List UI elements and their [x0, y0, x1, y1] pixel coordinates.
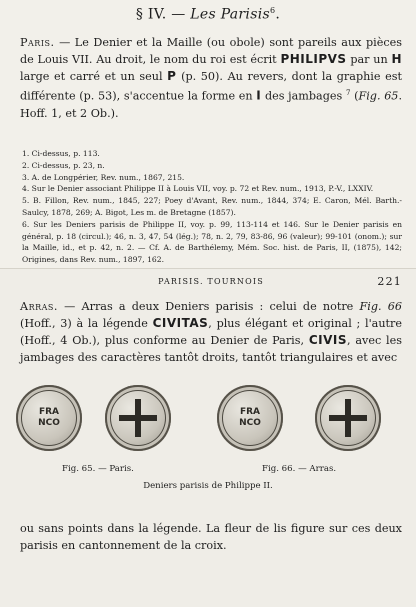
fig-66-ref: Fig. 66: [359, 300, 402, 313]
arras-lead: Arras.: [20, 300, 58, 313]
legend-civis: CIVIS: [308, 333, 348, 347]
footnote: 1. Ci-dessus, p. 113.: [22, 149, 100, 158]
coin-paris-reverse: [105, 385, 171, 451]
text-span: . Hoff. 1, et 2 Ob.).: [20, 89, 402, 120]
text-span: — Arras a deux Deniers parisis : celui de notre: [57, 300, 360, 313]
text-span: des jambages: [261, 89, 346, 103]
fig-65-ref: Fig. 65: [358, 89, 399, 103]
coin-line: FRA: [38, 407, 60, 417]
paris-lead: Paris.: [20, 36, 55, 49]
paris-paragraph: [20, 34, 402, 122]
heading-prefix: § IV. —: [135, 6, 191, 23]
caption-fig-66: Fig. 66. — Arras.: [262, 464, 337, 474]
page-number: 221: [377, 275, 402, 288]
legend-philipus: PHILIPVS: [280, 52, 347, 66]
text-span: par un: [346, 53, 392, 66]
text-span: (: [350, 89, 359, 103]
text-span: (Hoff., 3) à la légende: [20, 317, 153, 330]
footnote: 5. B. Fillon, Rev. num., 1845, 227; Poey d'Avant, Rev. num., 1844, 374; E. Caron, Mél. Barth.-Saulcy, 1878, 269; A. Bigot, Les m. de Bretagne (1857).: [22, 196, 402, 217]
footnote: 2. Ci-dessus, p. 23, n.: [22, 160, 105, 170]
note-ref-7: 7: [345, 89, 351, 97]
heading-suffix: .: [275, 6, 281, 23]
text-span: large et carré et un seul: [20, 70, 168, 83]
text-span: (p. 50). Au revers, dont la graphie est différente (p. 53), s'accentue la forme en: [20, 70, 402, 103]
running-title: PARISIS. TOURNOIS: [158, 277, 264, 286]
cross-icon: [315, 385, 381, 451]
coin-arras-reverse: [315, 385, 381, 451]
coin-line: NCO: [239, 418, 261, 428]
coin-line: FRA: [239, 407, 261, 417]
footnote: 6. Sur les Deniers parisis de Philippe II, voy. p. 99, 113-114 et 146. Sur le Denier parisis en général, p. 18 (circul.); 46, n. 3, 47, 54 (lég.); 78, n. 2, 79, 83-86, 96 (valeur); 99-101 (onom.); sur la Maille, id., et p. 42, n. 2. — Cf. A. de Barthélemy, Mém. Soc. hist. de Paris, II, (1875), 142; Origines, dans Rev. num., 1897, 162.: [22, 219, 402, 265]
heading-note-ref: 6: [269, 6, 276, 15]
closing-paragraph: ou sans points dans la légende. La fleur de lis figure sur ces deux parisis en cantonnement de la croix.: [20, 522, 402, 552]
footnotes: [22, 148, 402, 278]
text-span: , plus élégant et original ; l'autre (Hoff., 4 Ob.), plus conforme au Denier de Paris,: [20, 317, 403, 347]
footnote: 3. A. de Longpérier, Rev. num., 1867, 215.: [22, 172, 185, 182]
coin-figures: [0, 385, 416, 455]
text-span: — Le Denier et la Maille (ou obole) sont pareils aux pièces de Louis VII. Au droit, le nom du roi est écrit: [20, 36, 402, 66]
footnote: 4. Sur le Denier associant Philippe II à Louis VII, voy. p. 72 et Rev. num., 1913, P.-V., LXXIV.: [22, 184, 374, 194]
figure-title: Deniers parisis de Philippe II.: [143, 481, 273, 491]
coin-legend: [217, 385, 283, 451]
coin-line: NCO: [38, 418, 60, 428]
section-heading: [0, 6, 416, 23]
cross-icon: [105, 385, 171, 451]
letter-p: P: [167, 69, 177, 83]
arras-paragraph: [20, 298, 402, 366]
coin-legend: [16, 385, 82, 451]
legend-civitas: CIVITAS: [152, 316, 209, 330]
heading-title: Les Parisis: [190, 6, 270, 23]
letter-h: H: [391, 52, 402, 66]
coin-arras-obverse: [217, 385, 283, 451]
letter-i: I: [256, 88, 262, 103]
text-span: , avec les jambages des caractères tantôt droits, tantôt triangulaires et avec: [20, 334, 402, 364]
caption-fig-65: Fig. 65. — Paris.: [62, 464, 134, 474]
coin-paris-obverse: [16, 385, 82, 451]
